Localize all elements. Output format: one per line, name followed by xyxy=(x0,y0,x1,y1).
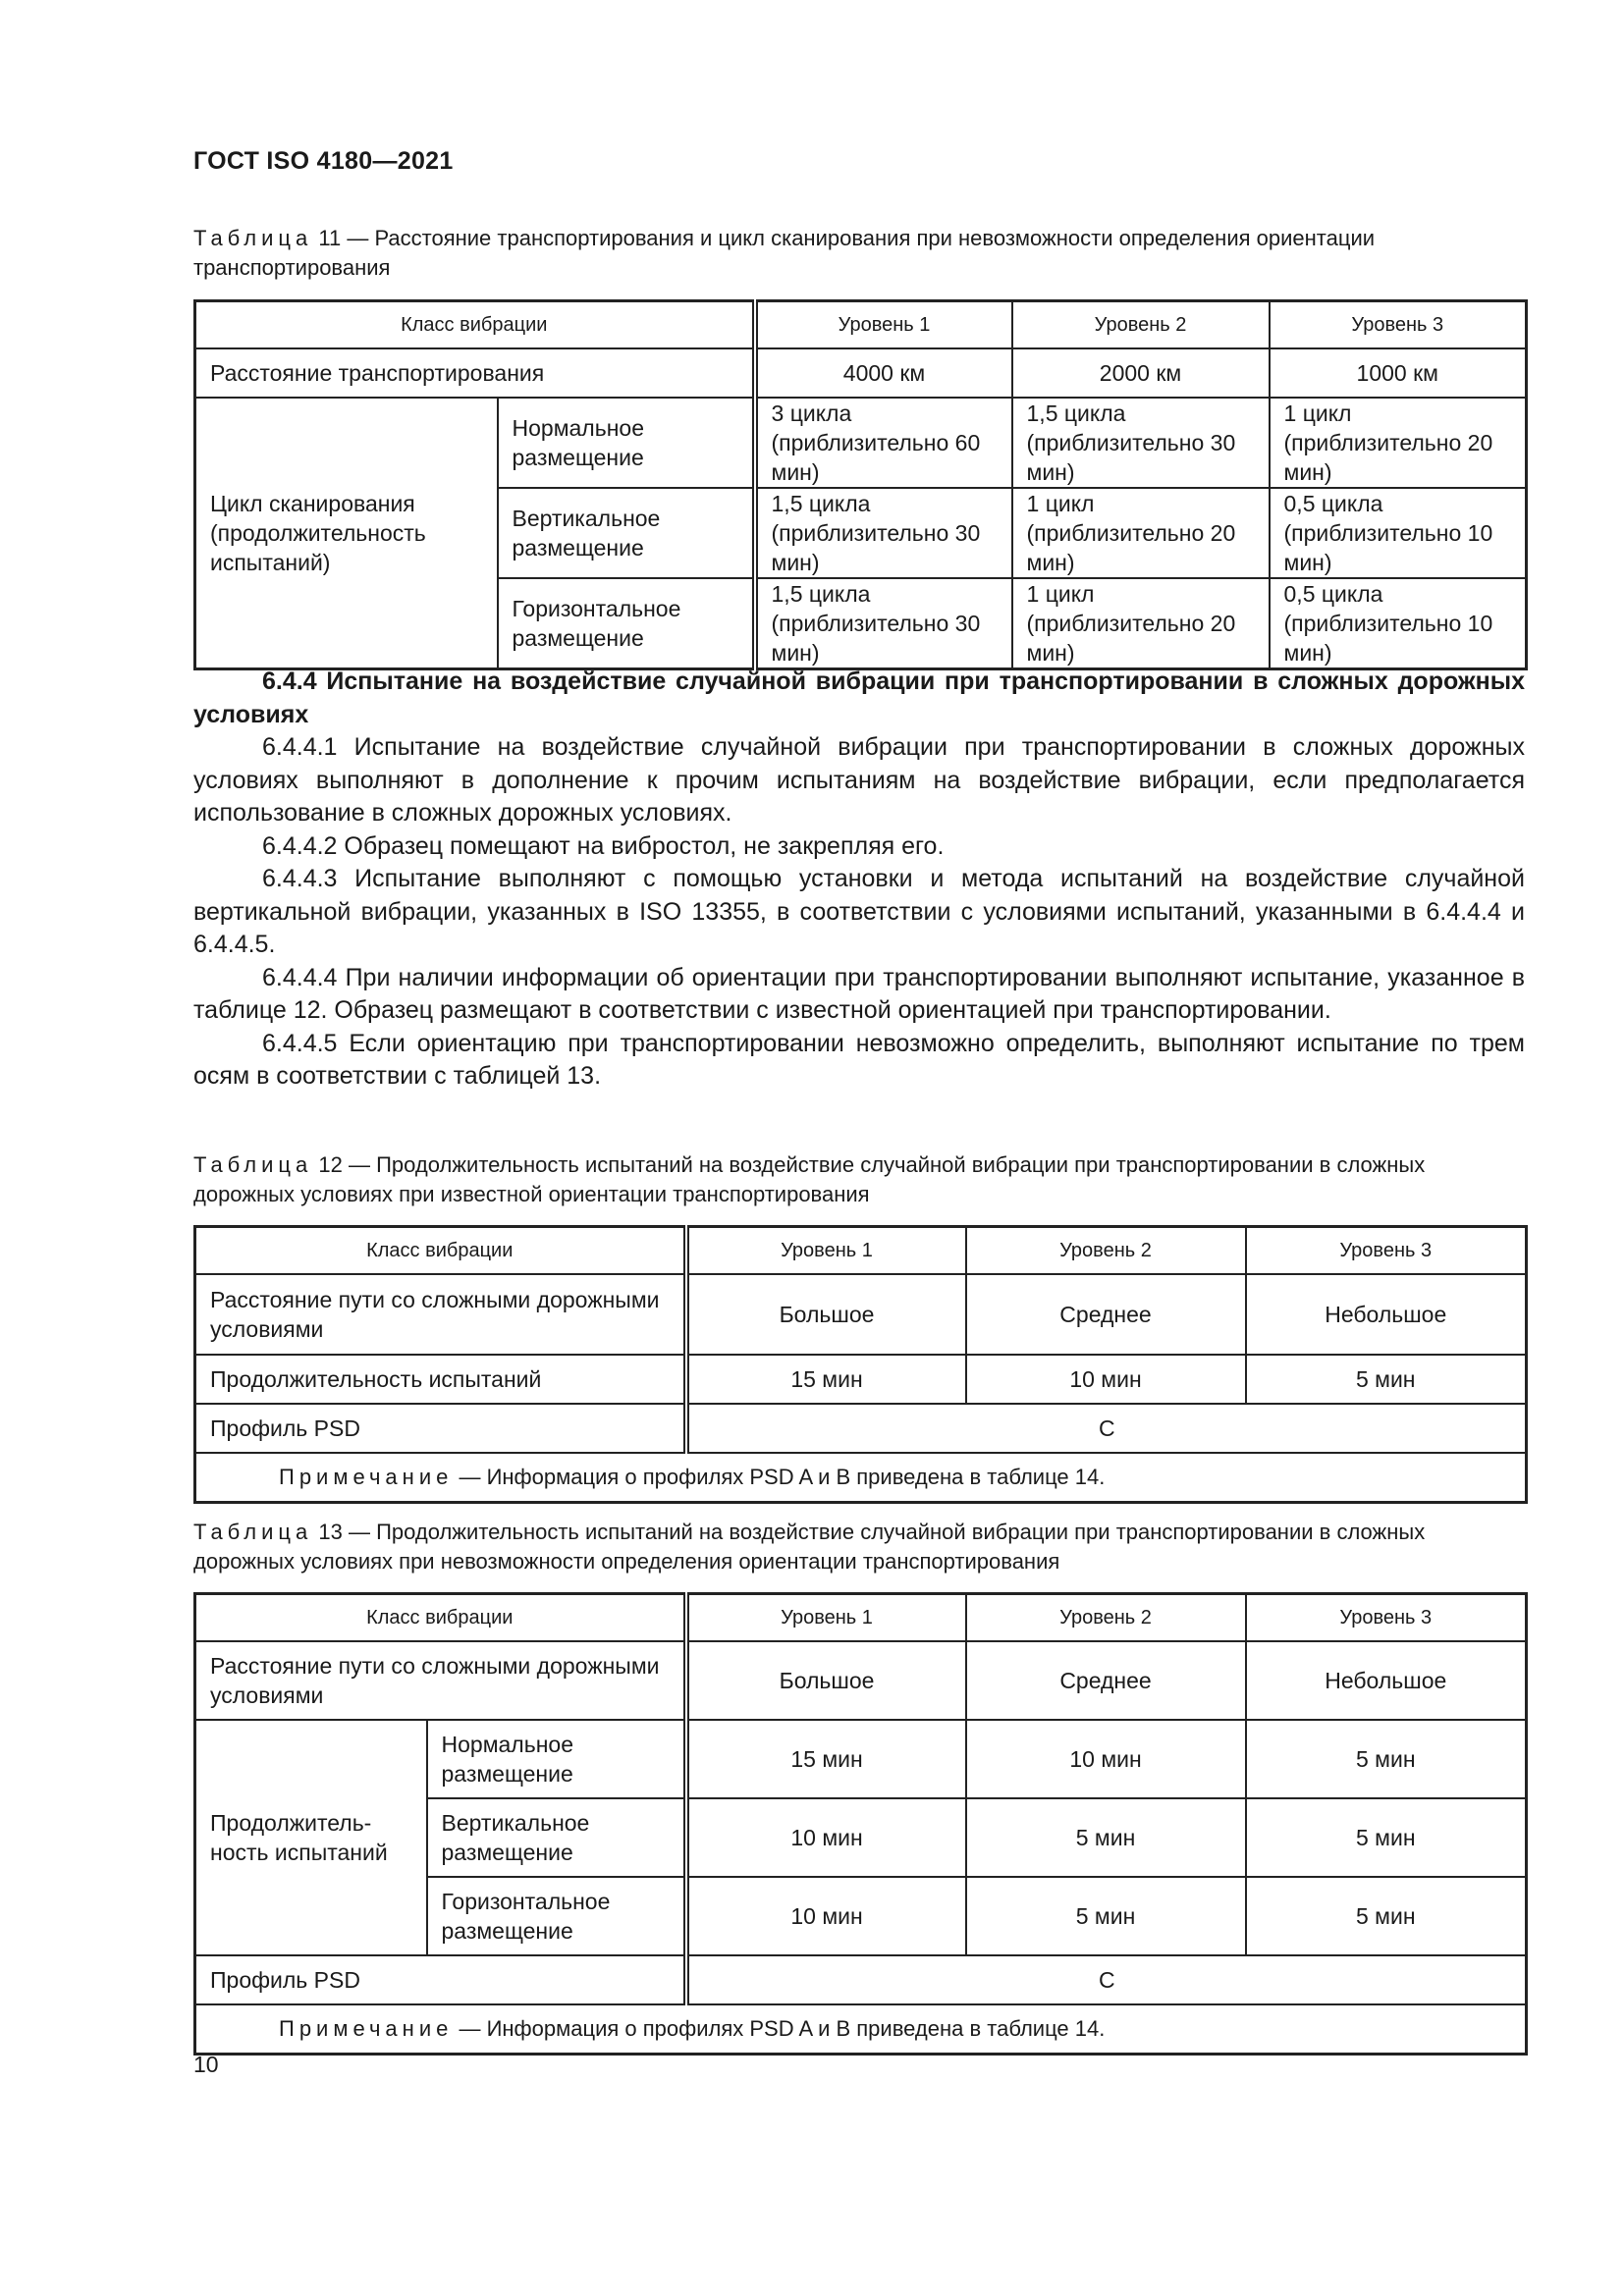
paragraph-6-4-4-4: 6.4.4.4 При наличии информации об ориентации при транспортировании выполняют испытание, указанное в таблице 12. Образец размещают в соответствии с известной ориентацией при транспортировании. xyxy=(193,963,1525,1024)
table13-note-text: — Информация о профилях PSD A и B приведена в таблице 14. xyxy=(459,2015,1106,2041)
table11-header-level1: Уровень 1 xyxy=(755,301,1012,349)
table-cell: 10 мин xyxy=(966,1355,1246,1404)
table12-row-psd-label: Профиль PSD xyxy=(195,1404,686,1453)
table-cell: 5 мин xyxy=(1246,1720,1527,1798)
table-cell: 0,5 цикла (приблизительно 10 мин) xyxy=(1270,488,1527,578)
table12-note xyxy=(195,1453,1527,1502)
table12-caption xyxy=(193,1150,1524,1209)
table-cell: 1,5 цикла (приблизительно 30 мин) xyxy=(755,488,1012,578)
table11 xyxy=(193,299,1528,670)
page-header: ГОСТ ISO 4180—2021 xyxy=(193,147,454,175)
paragraph-6-4-4-3: 6.4.4.3 Испытание выполняют с помощью установки и метода испытаний на воздействие случайной вертикальной вибрации, указанных в ISO 13355, в соответствии с условиями испытаний, указанными в 6.4.4.4 и 6.4.4.5. xyxy=(193,865,1525,958)
table11-distance-level1: 4000 км xyxy=(755,348,1012,398)
table11-distance-level2: 2000 км xyxy=(1012,348,1270,398)
table-cell: 3 цикла (приблизительно 60 мин) xyxy=(755,398,1012,488)
section-heading: 6.4.4 Испытание на воздействие случайной вибрации при транспортировании в сложных дорожных условиях xyxy=(193,667,1525,728)
table-cell: 1 цикл (приблизительно 20 мин) xyxy=(1012,578,1270,669)
table-cell: 0,5 цикла (приблизительно 10 мин) xyxy=(1270,578,1527,669)
table-cell: 15 мин xyxy=(686,1355,966,1404)
table12-header-level3: Уровень 3 xyxy=(1246,1227,1527,1275)
table13-row-duration-label: Продолжитель-ность испытаний xyxy=(195,1720,427,1955)
table-cell: 1 цикл (приблизительно 20 мин) xyxy=(1012,488,1270,578)
table12-row-duration-label: Продолжительность испытаний xyxy=(195,1355,686,1404)
table13-header-level3: Уровень 3 xyxy=(1246,1594,1527,1642)
table11-header-level2: Уровень 2 xyxy=(1012,301,1270,349)
table12-caption-text: 12 — Продолжительность испытаний на воздействие случайной вибрации при транспортировании в сложных дорожных условиях при известной ориентации транспортирования xyxy=(193,1152,1426,1206)
table12-header-level2: Уровень 2 xyxy=(966,1227,1246,1275)
table-cell: Большое xyxy=(686,1274,966,1355)
table11-sub-vertical: Вертикальное размещение xyxy=(498,488,755,578)
table-cell: 5 мин xyxy=(966,1798,1246,1877)
table13 xyxy=(193,1592,1528,2056)
table12-note-lead: Примечание xyxy=(279,1464,454,1489)
table11-caption xyxy=(193,224,1524,283)
table12-note-text: — Информация о профилях PSD A и B приведена в таблице 14. xyxy=(459,1464,1106,1489)
table13-note xyxy=(195,2004,1527,2054)
table11-distance-level3: 1000 км xyxy=(1270,348,1527,398)
paragraph-6-4-4-2: 6.4.4.2 Образец помещают на вибростол, не закрепляя его. xyxy=(262,831,945,860)
table13-caption-text: 13 — Продолжительность испытаний на воздействие случайной вибрации при транспортировании в сложных дорожных условиях при невозможности определения ориентации транспортирования xyxy=(193,1520,1426,1574)
section-6-4-4 xyxy=(193,666,1525,1094)
table13-sub-normal: Нормальное размещение xyxy=(427,1720,686,1798)
paragraph-6-4-4-1: 6.4.4.1 Испытание на воздействие случайной вибрации при транспортировании в сложных дорожных условиях выполняют в дополнение к прочим испытаниям на воздействие вибрации, если предполагается использование в сложных дорожных условиях. xyxy=(193,733,1525,827)
table-cell: Среднее xyxy=(966,1641,1246,1720)
table12-psd-value: C xyxy=(686,1404,1527,1453)
paragraph-6-4-4-5: 6.4.4.5 Если ориентацию при транспортировании невозможно определить, выполняют испытание по трем осям в соответствии с таблицей 13. xyxy=(193,1029,1525,1090)
table-cell: 5 мин xyxy=(1246,1798,1527,1877)
table-cell: 10 мин xyxy=(966,1720,1246,1798)
table-cell: 5 мин xyxy=(966,1877,1246,1955)
table12-row-path-label: Расстояние пути со сложными дорожными условиями xyxy=(195,1274,686,1355)
table-cell: Небольшое xyxy=(1246,1641,1527,1720)
table-cell: 10 мин xyxy=(686,1877,966,1955)
table13-header-level2: Уровень 2 xyxy=(966,1594,1246,1642)
page-number: 10 xyxy=(193,2052,219,2077)
table11-caption-lead: Таблица xyxy=(193,226,313,250)
table-cell: 1 цикл (приблизительно 20 мин) xyxy=(1270,398,1527,488)
table-cell: 15 мин xyxy=(686,1720,966,1798)
table13-sub-horizontal: Горизонтальное размещение xyxy=(427,1877,686,1955)
table-cell: 5 мин xyxy=(1246,1877,1527,1955)
table11-row-distance-label: Расстояние транспортирования xyxy=(195,348,755,398)
table13-header-class: Класс вибрации xyxy=(195,1594,686,1642)
table-cell: 5 мин xyxy=(1246,1355,1527,1404)
table-cell: Большое xyxy=(686,1641,966,1720)
table11-header-class: Класс вибрации xyxy=(195,301,755,349)
table-cell: 1,5 цикла (приблизительно 30 мин) xyxy=(755,578,1012,669)
table-cell: Небольшое xyxy=(1246,1274,1527,1355)
table12-header-level1: Уровень 1 xyxy=(686,1227,966,1275)
table11-sub-horizontal: Горизонтальное размещение xyxy=(498,578,755,669)
table13-header-level1: Уровень 1 xyxy=(686,1594,966,1642)
table11-row-cycle-label: Цикл сканирования (продолжительность испытаний) xyxy=(195,398,498,669)
table12-caption-lead: Таблица xyxy=(193,1152,313,1177)
table12-header-class: Класс вибрации xyxy=(195,1227,686,1275)
table11-caption-text: 11 — Расстояние транспортирования и цикл сканирования при невозможности определения ориентации транспортирования xyxy=(193,226,1376,280)
table12 xyxy=(193,1225,1528,1504)
table-cell: 10 мин xyxy=(686,1798,966,1877)
table13-row-psd-label: Профиль PSD xyxy=(195,1955,686,2004)
table11-sub-normal: Нормальное размещение xyxy=(498,398,755,488)
table-cell: Среднее xyxy=(966,1274,1246,1355)
table13-caption-lead: Таблица xyxy=(193,1520,313,1544)
table13-caption xyxy=(193,1518,1524,1576)
table13-sub-vertical: Вертикальное размещение xyxy=(427,1798,686,1877)
table11-header-level3: Уровень 3 xyxy=(1270,301,1527,349)
table13-row-path-label: Расстояние пути со сложными дорожными условиями xyxy=(195,1641,686,1720)
table13-note-lead: Примечание xyxy=(279,2015,454,2041)
table13-psd-value: C xyxy=(686,1955,1527,2004)
table-cell: 1,5 цикла (приблизительно 30 мин) xyxy=(1012,398,1270,488)
